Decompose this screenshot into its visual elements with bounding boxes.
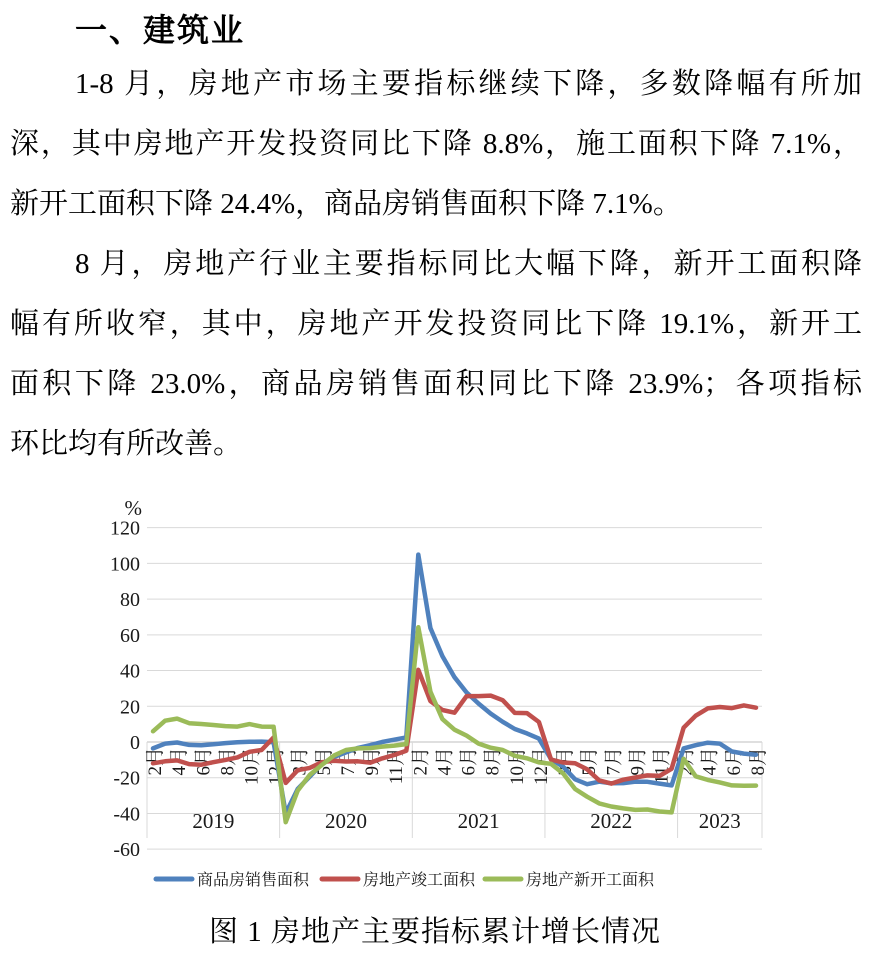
x-tick-label: 6月	[193, 747, 215, 776]
year-label: 2023	[698, 809, 741, 833]
x-tick-label: 8月	[217, 747, 239, 776]
y-axis-unit-label: %	[124, 496, 142, 520]
x-tick-label: 4月	[169, 747, 191, 776]
x-tick-label: 2月	[145, 747, 167, 776]
legend-label-completed-area: 房地产竣工面积	[363, 872, 476, 889]
x-tick-label: 7月	[337, 747, 359, 776]
y-tick-label: -20	[113, 767, 140, 790]
x-tick-label: 6月	[723, 747, 745, 776]
paragraph-1	[10, 64, 862, 244]
y-tick-label: 0	[130, 732, 140, 754]
x-tick-label: 4月	[699, 747, 721, 776]
paragraph-2	[10, 244, 862, 484]
y-tick-label: 60	[120, 624, 140, 647]
year-label: 2021	[457, 809, 500, 833]
x-tick-label: 11月	[386, 747, 408, 785]
legend-label-new-construction-area: 房地产新开工面积	[526, 872, 655, 889]
x-tick-label: 10月	[241, 747, 263, 786]
x-tick-label: 3月	[555, 747, 577, 776]
x-tick-label: 8月	[482, 747, 504, 776]
x-tick-label: 5月	[579, 747, 601, 776]
x-tick-label: 9月	[627, 747, 649, 776]
x-tick-label: 2月	[410, 747, 432, 776]
section-heading: 一、建筑业	[75, 12, 246, 48]
x-tick-label: 11月	[651, 747, 673, 785]
series-line-new-construction-area	[153, 627, 756, 822]
paragraph-line: 深，其中房地产开发投资同比下降 8.8%，施工面积下降 7.1%，	[10, 128, 862, 160]
paragraph-line: 1-8 月，房地产市场主要指标继续下降，多数降幅有所加	[75, 68, 862, 100]
y-tick-label: 20	[120, 696, 140, 719]
figure-real-estate-chart	[0, 490, 870, 914]
y-tick-label: 40	[120, 660, 140, 683]
year-label: 2020	[324, 809, 367, 833]
paragraph-line: 面积下降 23.0%，商品房销售面积同比下降 23.9%；各项指标	[10, 368, 862, 400]
y-tick-label: -40	[113, 803, 140, 826]
y-tick-label: -60	[113, 839, 140, 862]
x-tick-label: 5月	[313, 747, 335, 776]
paragraph-line: 环比均有所改善。	[10, 428, 243, 460]
figure-caption: 图 1 房地产主要指标累计增长情况	[208, 916, 661, 948]
x-tick-label: 7月	[603, 747, 625, 776]
y-tick-label: 80	[120, 589, 140, 612]
year-label: 2019	[192, 809, 235, 833]
y-tick-label: 100	[110, 553, 140, 576]
paragraph-line: 幅有所收窄，其中，房地产开发投资同比下降 19.1%，新开工	[10, 308, 862, 340]
x-tick-label: 2月	[675, 747, 697, 776]
year-label: 2022	[590, 809, 633, 833]
x-tick-label: 3月	[289, 747, 311, 776]
x-tick-label: 10月	[506, 747, 528, 786]
x-tick-label: 9月	[362, 747, 384, 776]
x-tick-label: 4月	[434, 747, 456, 776]
paragraph-line: 8 月，房地产行业主要指标同比大幅下降，新开工面积降	[75, 248, 862, 280]
legend-label-sales-area: 商品房销售面积	[197, 872, 310, 889]
x-tick-label: 6月	[458, 747, 480, 776]
x-tick-label: 12月	[265, 747, 287, 786]
paragraph-line: 新开工面积下降 24.4%，商品房销售面积下降 7.1%。	[10, 188, 682, 220]
y-tick-label: 120	[110, 517, 140, 540]
x-tick-label: 8月	[747, 747, 769, 776]
chart-canvas	[0, 490, 870, 914]
x-tick-label: 12月	[530, 747, 552, 786]
